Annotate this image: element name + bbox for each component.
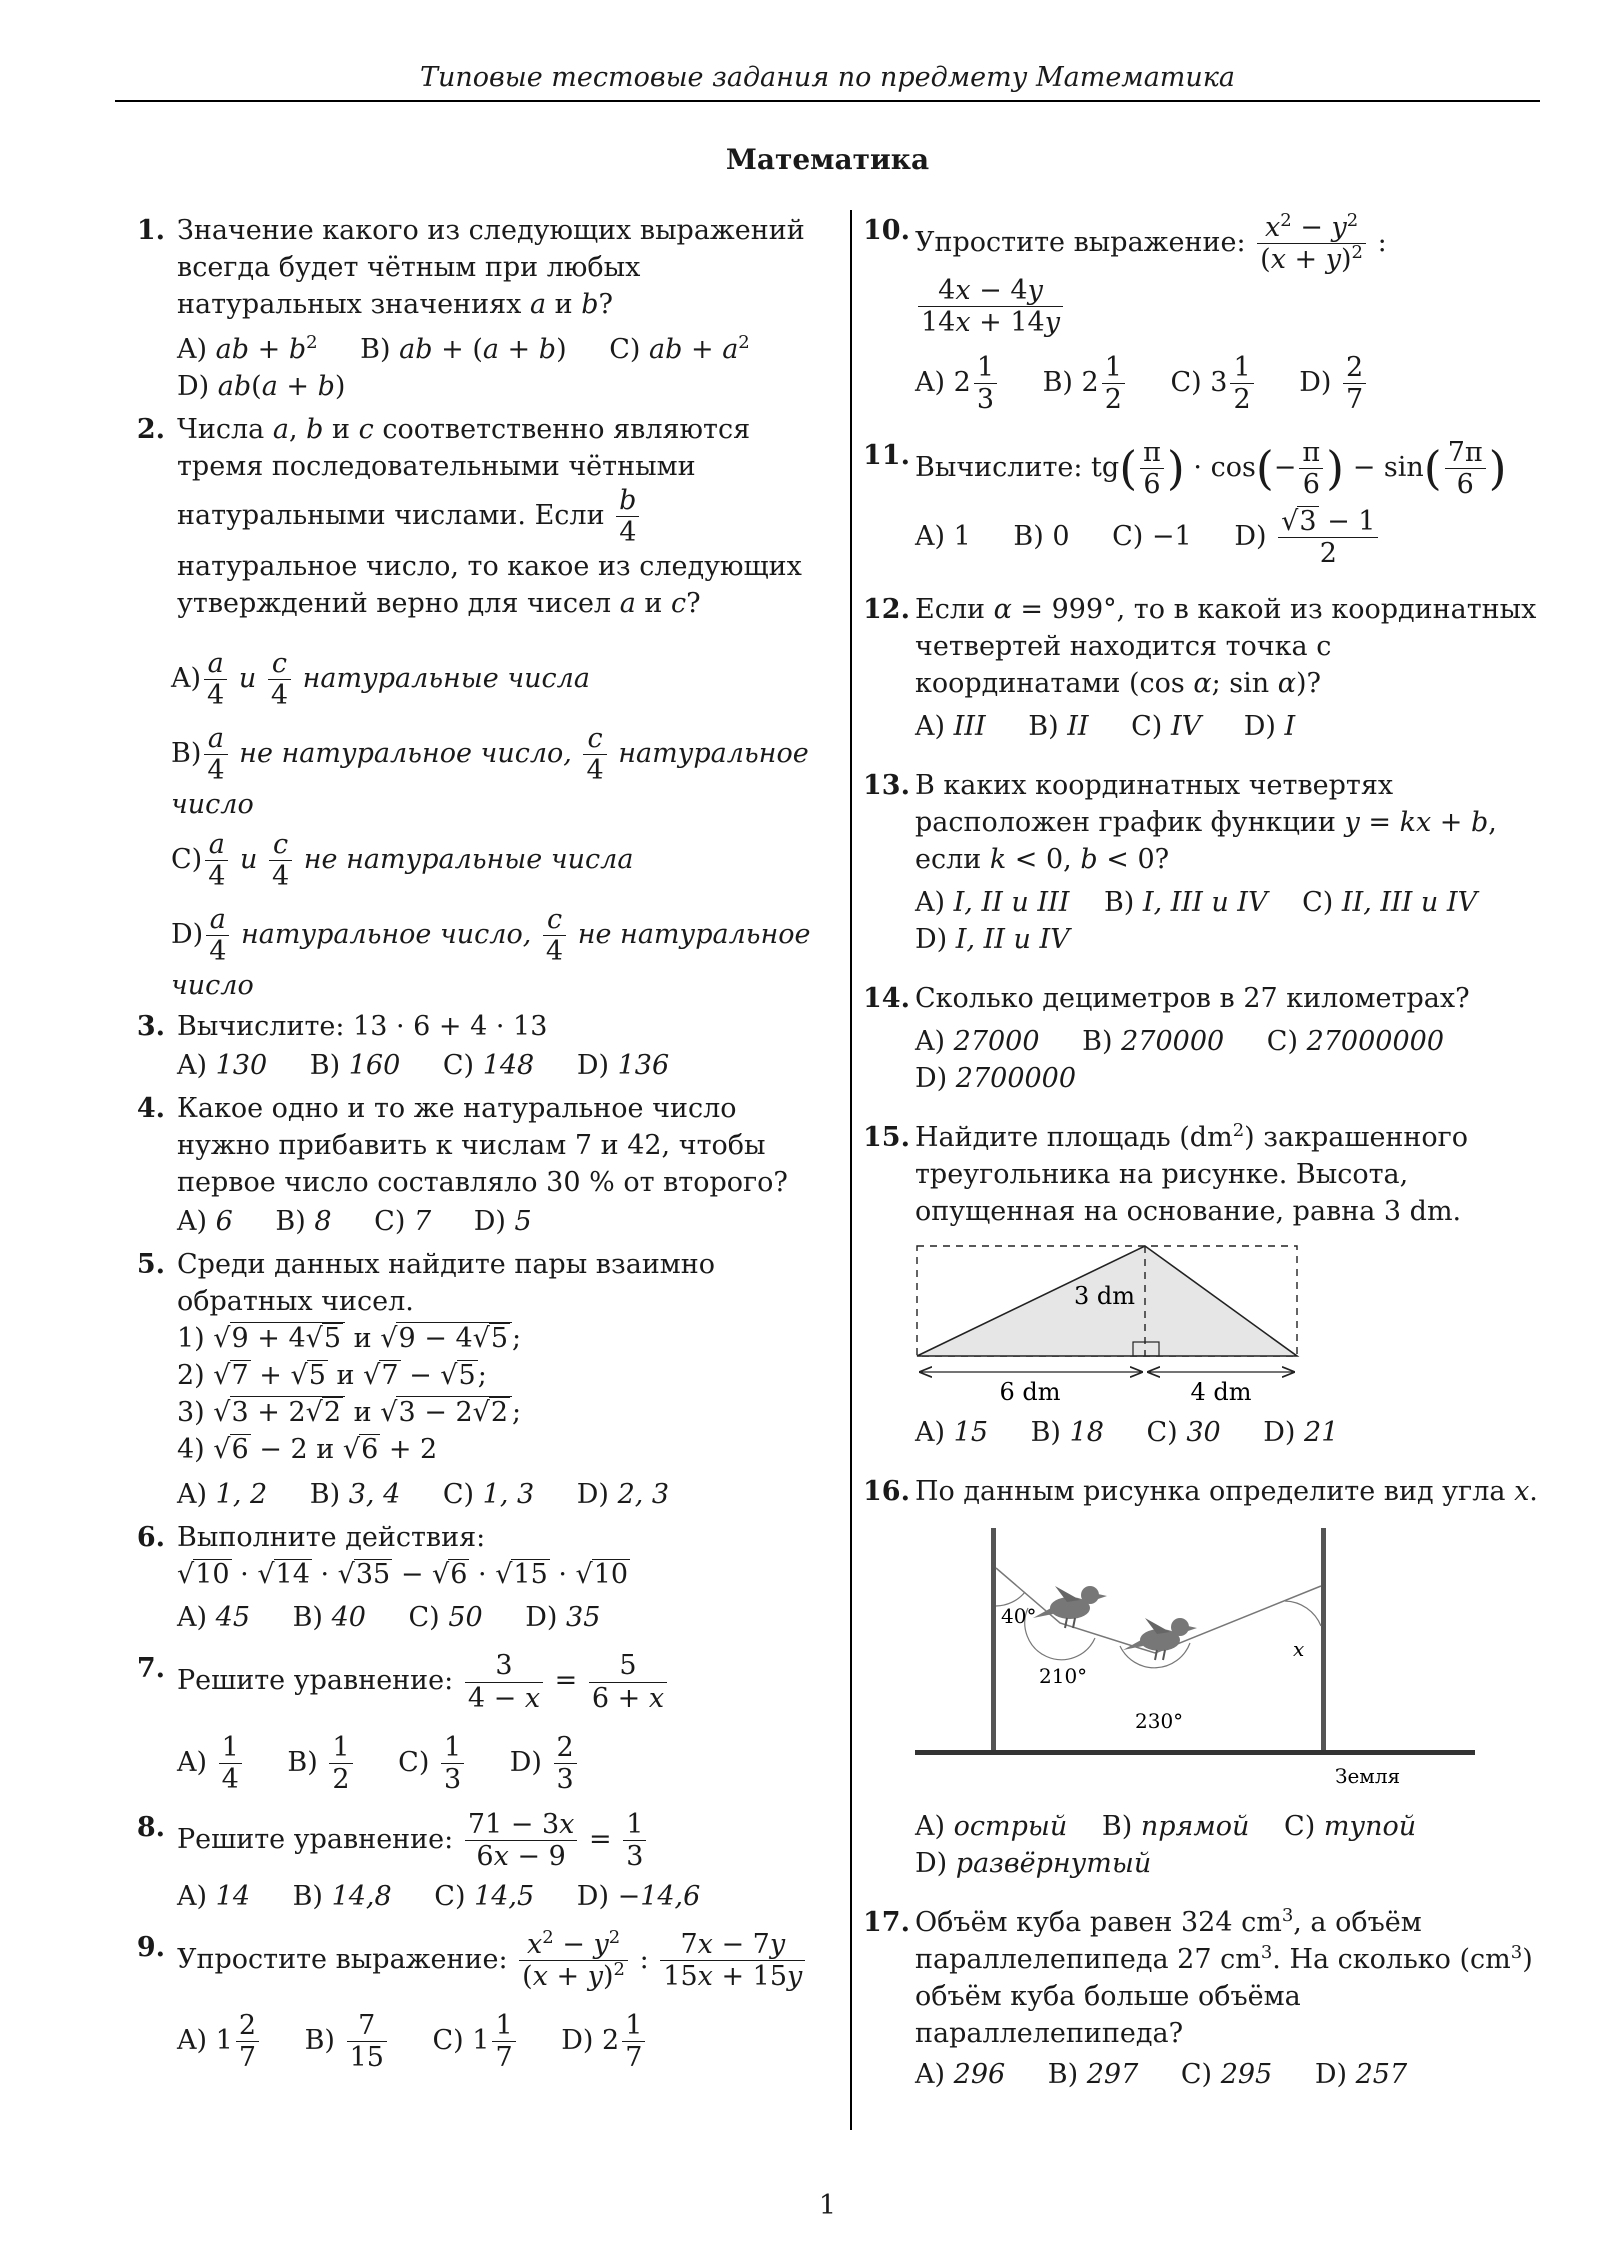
option-c[interactable]: C) 148 xyxy=(442,1050,535,1082)
option-c[interactable]: C) 3 $\frac{1}{2}$ xyxy=(1171,367,1257,398)
question-12: 12. Если α = 999°, то в какой из координатных четвертей находится точка с координатами (cos α; sin α)? A) III B) II C) IV D) I xyxy=(863,591,1543,745)
option-c[interactable]: C) 1, 3 xyxy=(442,1479,535,1511)
option-c[interactable]: C) II, III и IV xyxy=(1302,887,1478,919)
running-header: Типовые тестовые задания по предмету Математика xyxy=(419,62,1236,93)
option-b[interactable]: B) 160 xyxy=(309,1050,401,1082)
option-b[interactable]: B) 14,8 xyxy=(292,1880,392,1912)
option-b[interactable]: B) ab + (a + b) xyxy=(360,334,567,365)
birds-figure xyxy=(915,1528,1475,1798)
question-number: 1. xyxy=(136,215,165,246)
question-text: Упростите выражение: xyxy=(915,227,1246,259)
option-d[interactable]: D) 5 xyxy=(473,1206,532,1238)
option-a[interactable]: A) $\frac{a}{4}$ и $\frac{c}{4}$ натуральные числа xyxy=(171,648,590,712)
option-a[interactable]: A) 1 $\frac{2}{7}$ xyxy=(177,2025,262,2056)
question-text: По данным рисунка определите вид угла xyxy=(915,1476,1506,1508)
question-15: 15. Найдите площадь $(dm^2)$ закрашенного треугольника на рисунке. Высота, опущенная на основание, равна 3 dm. 3 dm 6 dm 4 dm A) 15 B) 18 C) 30 D) 21 xyxy=(863,1119,1543,1451)
angle-210-label: 210° xyxy=(1039,1664,1088,1689)
question-text: Числа xyxy=(177,414,265,445)
option-c[interactable]: C) 50 xyxy=(408,1602,483,1634)
option-d[interactable]: D) ab(a + b) xyxy=(177,371,346,402)
option-a[interactable]: A) I, II и III xyxy=(915,887,1070,919)
question-number: 12. xyxy=(863,594,910,626)
option-a[interactable]: A) 1 xyxy=(915,521,971,553)
question-4 xyxy=(125,1090,825,1240)
option-c[interactable]: C) ab + $a^2$ xyxy=(609,332,750,365)
option-d[interactable]: D) $\frac{√3 - 1}{2}$ xyxy=(1234,521,1381,552)
option-a[interactable]: A) 45 xyxy=(177,1602,250,1634)
option-c[interactable]: C) 14,5 xyxy=(434,1880,535,1912)
question-number: 4. xyxy=(136,1093,165,1125)
question-2: 2. Числа a, b и c соответственно являются тремя последовательными чётными натуральными числами. Если $\frac{b}{4}$ натуральное число, то какое из следующих утверждений верно для чисел a и c? A) $\frac{a}{4}$ и $\frac{c}{4}$ натуральные числа B) $\frac{a}{4}$ не натуральное число, $\frac{c}{4}$ натуральное число C) $\frac{a}{4}$ и $\frac{c}{4}$ не натуральные числа D) $\frac{a}{4}$ натуральное число, $\frac{c}{4}$ не натуральное число xyxy=(125,411,825,1004)
answer-options xyxy=(915,708,1543,745)
question-7: 7. Решите уравнение: $\frac{3}{4 - x}$ = $\frac{5}{6 + x}$ A) $\frac{1}{4}$ B) $\frac{1}{2}$ C) $\frac{1}{3}$ D) $\frac{2}{3}$ xyxy=(125,1650,825,1794)
column-divider xyxy=(850,210,852,2130)
option-d[interactable]: D) I xyxy=(1243,711,1296,743)
question-text: Выполните действия: xyxy=(177,1522,486,1554)
option-d[interactable]: D) 2 $\frac{1}{7}$ xyxy=(561,2025,648,2056)
question-text: В каких координатных четвертях расположен график функции xyxy=(915,770,1394,839)
option-a[interactable]: A) острый xyxy=(915,1811,1068,1843)
pair-2: 2) √7 + √5 и √7 − √5; xyxy=(177,1360,487,1392)
option-c[interactable]: C) $\frac{1}{3}$ xyxy=(398,1747,467,1778)
question-number: 10. xyxy=(863,215,910,246)
option-a[interactable]: A) 27000 xyxy=(915,1026,1040,1058)
question-number: 14. xyxy=(863,983,910,1015)
page-number: 1 xyxy=(818,2190,837,2221)
answer-options xyxy=(915,1023,1543,1097)
answer-options xyxy=(177,331,825,405)
base-right-label: 4 dm xyxy=(1190,1378,1252,1405)
answer-options xyxy=(915,884,1543,958)
angle-230-label: 230° xyxy=(1135,1709,1184,1734)
ground-label: Земля xyxy=(1335,1764,1401,1789)
answer-options xyxy=(177,2010,825,2073)
question-text: Значение какого из следующих выражений всегда будет чётным при любых натуральных значениях xyxy=(177,215,805,320)
option-b[interactable]: B) 270000 xyxy=(1082,1026,1225,1058)
option-b[interactable]: B) 2 $\frac{1}{2}$ xyxy=(1043,367,1128,398)
angle-x-label: x xyxy=(1293,1637,1305,1662)
option-a[interactable]: A) 130 xyxy=(177,1050,268,1082)
question-9: 9. Упростите выражение: $\frac{x^2 - y^2}{(x + y)^2}$ : $\frac{7x - 7y}{15x + 15y}$ A) 1 $\frac{2}{7}$ B) $\frac{7}{15}$ C) 1 $\frac{1}{7}$ D) 2 $\frac{1}{7}$ xyxy=(125,1929,825,2073)
question-number: 16. xyxy=(863,1476,910,1508)
question-text-3: натуральное число, то какое из следующих утверждений верно для чисел xyxy=(177,551,802,620)
left-column xyxy=(125,212,825,2073)
question-13: 13. В каких координатных четвертях расположен график функции y = kx + b, если k < 0, b < 0? A) I, II и III B) I, III и IV C) II, III и IV D) I, II и IV xyxy=(863,767,1543,958)
option-d[interactable]: D) 257 xyxy=(1314,2059,1408,2091)
option-d[interactable]: D) 21 xyxy=(1263,1417,1339,1449)
question-text: Найдите площадь (dm xyxy=(915,1122,1233,1154)
option-d[interactable]: D) 2700000 xyxy=(915,1063,1077,1095)
question-text: Решите уравнение: xyxy=(177,1665,454,1697)
pair-3: 3) √3 + 2√2 и √3 − 2√2 ; xyxy=(177,1397,522,1429)
question-text: Вычислите: xyxy=(915,452,1083,484)
question-number: 3. xyxy=(136,1011,165,1043)
question-17: 17. Объём куба равен 324 $cm^3$, а объём параллелепипеда 27 $cm^3$. На сколько $(cm^3)$ объём куба больше объёма параллелепипеда? A) 296 B) 297 C) 295 D) 257 xyxy=(863,1904,1543,2093)
question-number: 6. xyxy=(136,1522,165,1554)
answer-options xyxy=(171,648,825,1004)
question-number: 2. xyxy=(136,414,165,445)
question-text: Если xyxy=(915,594,985,626)
question-10: 10. Упростите выражение: $\frac{x^2 - y^2}{(x + y)^2}$ : $\frac{4x - 4y}{14x + 14y}$ A) 2 $\frac{1}{3}$ B) 2 $\frac{1}{2}$ C) 3 $\frac{1}{2}$ D) $\frac{2}{7}$ xyxy=(863,212,1543,415)
option-a[interactable]: A) III xyxy=(915,711,986,743)
qmark: ? xyxy=(598,289,614,320)
option-b[interactable]: B) 297 xyxy=(1047,2059,1139,2091)
option-a[interactable]: A) ab + $b^2$ xyxy=(177,332,318,365)
right-column xyxy=(863,212,1543,2093)
option-c[interactable]: C) 7 xyxy=(374,1206,432,1238)
question-1: 1. Значение какого из следующих выражений всегда будет чётным при любых натуральных значениях a и b? A) ab + $b^2$ B) ab + (a + b) C) ab + $a^2$ D) ab(a + b) xyxy=(125,212,825,405)
question-16: 16. По данным рисунка определите вид угла x. 40° 210° 230° x Земля A) острый B) прямой C) тупой D) развёрнутый xyxy=(863,1473,1543,1882)
question-text: Сколько дециметров в 27 километрах? xyxy=(915,983,1470,1015)
option-b[interactable]: B) 40 xyxy=(292,1602,366,1634)
answer-options xyxy=(915,506,1543,569)
option-a[interactable]: A) 2 $\frac{1}{3}$ xyxy=(915,367,1000,398)
option-b[interactable]: B) I, III и IV xyxy=(1103,887,1268,919)
question-number: 5. xyxy=(136,1249,165,1281)
option-d[interactable]: D) 136 xyxy=(576,1050,670,1082)
option-b[interactable]: B) $\frac{7}{15}$ xyxy=(305,2025,390,2056)
question-5 xyxy=(125,1246,825,1513)
answer-options xyxy=(177,1476,825,1513)
answer-options xyxy=(177,1732,825,1795)
bird-icon xyxy=(1123,1618,1197,1660)
option-a[interactable]: A) 6 xyxy=(177,1206,233,1238)
option-a[interactable]: A) 14 xyxy=(177,1880,250,1912)
question-text: Какое одно и то же натуральное число нужно прибавить к числам 7 и 42, чтобы первое число составляло 30 % от второго? xyxy=(177,1093,788,1199)
answer-options xyxy=(915,2056,1543,2093)
page-title: Математика xyxy=(725,143,930,176)
option-b[interactable]: B) 0 xyxy=(1013,521,1070,553)
answer-options xyxy=(177,1599,825,1636)
answer-options xyxy=(915,1808,1543,1882)
option-d[interactable]: D) I, II и IV xyxy=(915,924,1070,956)
pair-4: 4) √6 − 2 и √6 + 2 xyxy=(177,1434,438,1466)
question-number: 17. xyxy=(863,1907,910,1939)
answer-options xyxy=(177,1878,825,1915)
question-number: 8. xyxy=(136,1811,165,1843)
angle-40-label: 40° xyxy=(1001,1604,1037,1629)
option-d[interactable]: D) 2, 3 xyxy=(576,1479,670,1511)
option-b[interactable]: B) $\frac{1}{2}$ xyxy=(287,1747,355,1778)
question-number: 7. xyxy=(136,1653,165,1685)
question-number: 15. xyxy=(863,1122,910,1154)
option-a[interactable]: A) 1, 2 xyxy=(177,1479,268,1511)
option-d[interactable]: D) $\frac{2}{3}$ xyxy=(510,1747,580,1778)
option-b[interactable]: B) 18 xyxy=(1030,1417,1104,1449)
answer-options xyxy=(177,1047,825,1084)
answer-options xyxy=(915,352,1543,415)
base-left-label: 6 dm xyxy=(999,1378,1061,1405)
option-d[interactable]: D) $\frac{a}{4}$ натуральное число, $\frac{c}{4}$ не натуральное число xyxy=(171,904,811,1002)
option-c[interactable]: C) тупой xyxy=(1284,1811,1417,1843)
option-b[interactable]: B) 3, 4 xyxy=(309,1479,401,1511)
option-d[interactable]: D) $\frac{2}{7}$ xyxy=(1299,367,1369,398)
answer-options xyxy=(177,1203,825,1240)
option-c[interactable]: C) 295 xyxy=(1180,2059,1273,2091)
question-text-2: соответственно являются тремя последовательными чётными натуральными числами. Если xyxy=(177,414,751,532)
question-text: Решите уравнение: xyxy=(177,1823,454,1855)
triangle-figure xyxy=(915,1244,1335,1404)
option-b[interactable]: B) II xyxy=(1028,711,1089,743)
option-d[interactable]: D) −14,6 xyxy=(576,1880,701,1912)
option-d[interactable]: D) развёрнутый xyxy=(915,1848,1152,1880)
question-number: 11. xyxy=(863,440,910,472)
pair-1: 1) √9 + 4√5 и √9 − 4√5 ; xyxy=(177,1323,522,1355)
option-b[interactable]: B) прямой xyxy=(1101,1811,1250,1843)
option-b[interactable]: B) $\frac{a}{4}$ не натуральное число, $\frac{c}{4}$ натуральное число xyxy=(171,723,809,821)
option-c[interactable]: C) 1 $\frac{1}{7}$ xyxy=(433,2025,519,2056)
option-b[interactable]: B) 8 xyxy=(275,1206,332,1238)
question-text: Объём куба равен 324 cm xyxy=(915,1907,1282,1939)
bird-icon xyxy=(1033,1586,1107,1628)
question-number: 13. xyxy=(863,770,910,802)
option-a[interactable]: A) $\frac{1}{4}$ xyxy=(177,1747,245,1778)
header-rule xyxy=(115,100,1540,102)
question-8: 8. Решите уравнение: $\frac{71 - 3x}{6x - 9}$ = $\frac{1}{3}$ A) 14 B) 14,8 C) 14,5 D) −14,6 xyxy=(125,1809,825,1915)
expression: √10 · √14 · √35 − √6 · √15 · √10 xyxy=(177,1559,629,1591)
height-label: 3 dm xyxy=(1073,1282,1135,1311)
question-3: 3. Вычислите: 13 · 6 + 4 · 13 A) 130 B) 160 C) 148 D) 136 xyxy=(125,1008,825,1084)
question-text: Среди данных найдите пары взаимно обратных чисел. xyxy=(177,1249,716,1318)
question-text: Вычислите: xyxy=(177,1011,345,1043)
question-14 xyxy=(863,980,1543,1097)
option-d[interactable]: D) 35 xyxy=(525,1602,601,1634)
question-6 xyxy=(125,1519,825,1636)
question-text: Упростите выражение: xyxy=(177,1943,508,1975)
option-c[interactable]: C) $\frac{a}{4}$ и $\frac{c}{4}$ не натуральные числа xyxy=(171,829,634,893)
option-c[interactable]: C) 30 xyxy=(1146,1417,1221,1449)
option-c[interactable]: C) −1 xyxy=(1112,521,1192,553)
option-c[interactable]: C) 27000000 xyxy=(1266,1026,1445,1058)
question-11: 11. Вычислите: tg( $\frac{\pi}{6}$ ) · cos(− $\frac{\pi}{6}$ ) − sin( $\frac{7\pi}{6}$ ) A) 1 B) 0 C) −1 D) $\frac{√3 - 1}{2}$ xyxy=(863,437,1543,569)
option-a[interactable]: A) 15 xyxy=(915,1417,988,1449)
option-c[interactable]: C) IV xyxy=(1131,711,1202,743)
answer-options xyxy=(915,1414,1543,1451)
option-a[interactable]: A) 296 xyxy=(915,2059,1006,2091)
conj: и xyxy=(554,289,573,320)
question-number: 9. xyxy=(136,1931,165,1963)
